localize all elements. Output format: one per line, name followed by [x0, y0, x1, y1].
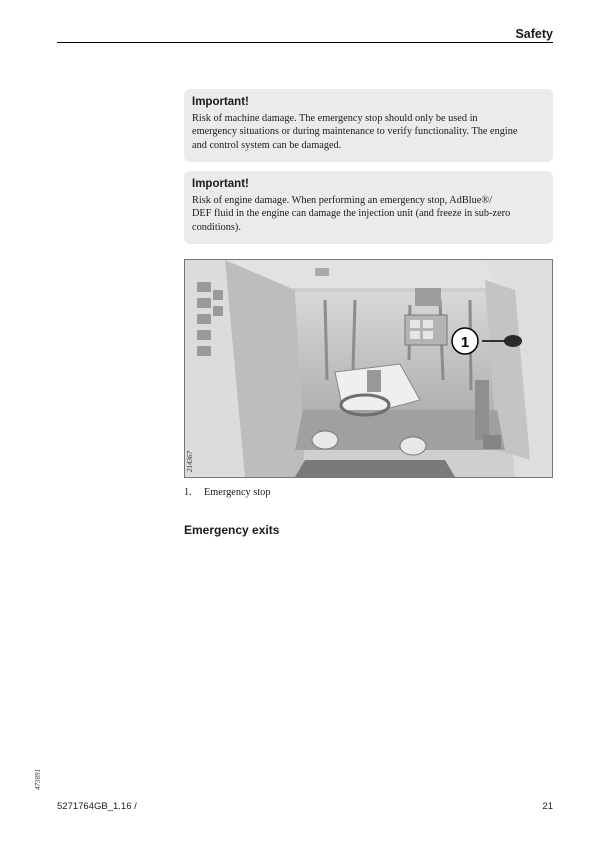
caption-text: Emergency stop [204, 487, 271, 498]
header-rule [57, 42, 553, 43]
notice-body: Risk of engine damage. When performing an emergency stop, AdBlue®/ DEF fluid in the engine can damage the injection unit (and freeze in sub-zero conditions). [192, 195, 511, 233]
callout-number: 1 [460, 334, 470, 351]
header-section-title: Safety [515, 27, 553, 41]
notice-heading: Important! [192, 178, 249, 190]
cab-interior-illustration [185, 260, 552, 477]
notice-body: Risk of machine damage. The emergency stop should only be used in emergency situations or during maintenance to verify functionality. The engine and control system can be damaged. [192, 113, 518, 151]
section-heading: Emergency exits [184, 523, 280, 537]
emergency-stop-button [504, 335, 522, 347]
notice-heading: Important! [192, 96, 249, 108]
caption-number: 1. [184, 487, 192, 498]
important-notice-engine-damage [184, 171, 553, 244]
figure-id-text: 214367 [186, 451, 194, 472]
side-id [34, 760, 44, 790]
cab-interior-figure [184, 259, 553, 478]
important-notice-machine-damage [184, 89, 553, 162]
figure-caption [184, 487, 270, 498]
side-id-text: 473891 [34, 769, 42, 790]
footer-doc-ref: 5271764GB_1.16 / [57, 801, 137, 812]
figure-id [186, 448, 198, 472]
footer-page-number: 21 [542, 801, 553, 812]
